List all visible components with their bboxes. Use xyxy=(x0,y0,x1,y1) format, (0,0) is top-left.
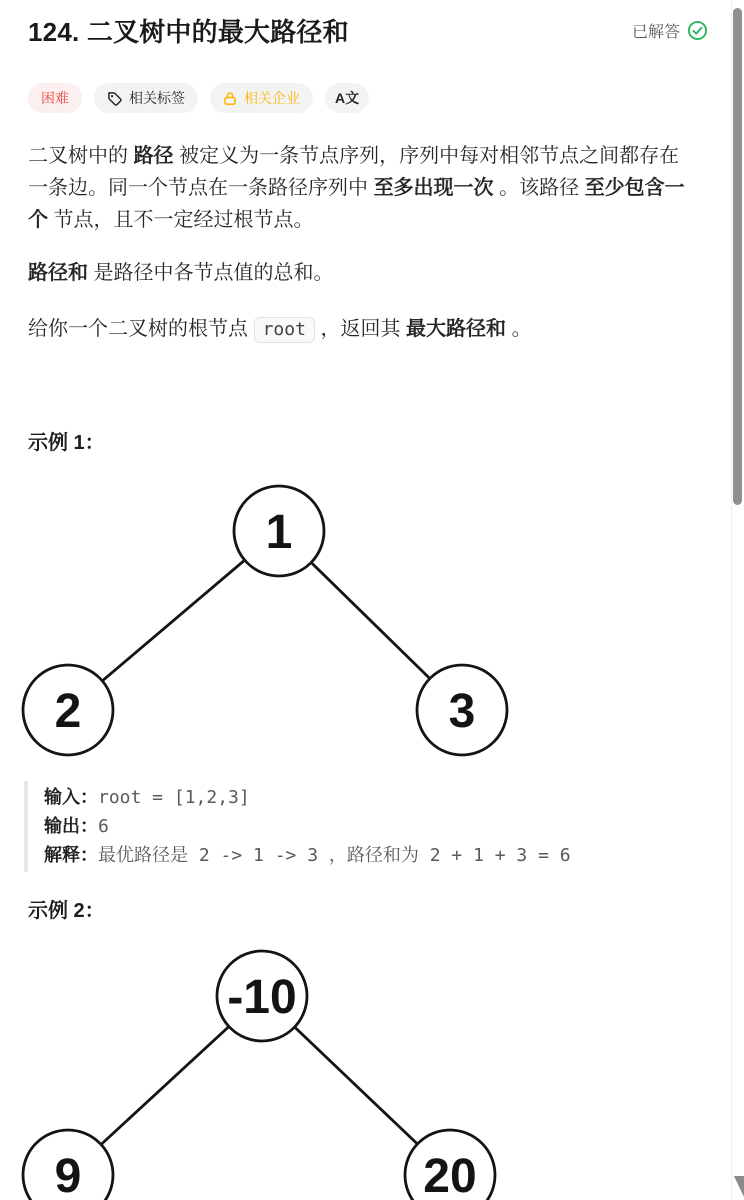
description-paragraph-2: 路径和 是路径中各节点值的总和。 xyxy=(28,262,334,284)
input-value: root = [1,2,3] xyxy=(98,787,250,808)
mouse-cursor xyxy=(734,1176,744,1197)
problem-header xyxy=(28,12,708,49)
solved-status[interactable] xyxy=(632,19,708,42)
example-1-explanation-row xyxy=(44,841,704,870)
translate-icon: A文 xyxy=(335,90,360,106)
scrollbar-thumb[interactable] xyxy=(733,8,742,505)
lock-icon xyxy=(223,91,237,106)
example-1-block xyxy=(24,781,704,872)
related-tags-button[interactable] xyxy=(94,83,198,113)
description-paragraph-1: 二叉树中的 路径 被定义为一条节点序列，序列中每对相邻节点之间都存在一条边。同一个节点在一条路径序列中 至多出现一次 。该路径 至少包含一个 节点，且不一定经过根节点。 xyxy=(28,145,685,231)
example-1-tree-image xyxy=(0,480,540,758)
tree-node-value: 1 xyxy=(265,506,293,559)
difficulty-badge[interactable] xyxy=(28,83,82,113)
output-label: 输出： xyxy=(44,816,98,836)
tree-node-value: -10 xyxy=(227,971,297,1024)
root-code-pill: root xyxy=(254,317,315,343)
related-companies-label: 相关企业 xyxy=(244,90,300,106)
example-1-heading: 示例 1： xyxy=(28,432,105,454)
output-value: 6 xyxy=(98,816,109,837)
description-paragraph-3: 给你一个二叉树的根节点 root ，返回其 最大路径和 。 xyxy=(28,313,688,346)
difficulty-label: 困难 xyxy=(41,90,69,106)
page-title: 124. 二叉树中的最大路径和 xyxy=(28,17,349,47)
badge-row xyxy=(28,83,369,113)
font-size-button[interactable] xyxy=(325,83,369,113)
check-circle-icon xyxy=(687,20,708,41)
tree-node-value: 20 xyxy=(423,1150,477,1200)
explanation-label: 解释： xyxy=(44,845,98,865)
example-1-output-row xyxy=(44,812,704,841)
tree-node-value: 3 xyxy=(448,685,476,738)
panel-divider xyxy=(731,0,732,1200)
tree-node-value: 9 xyxy=(54,1150,82,1200)
tree-node-value: 2 xyxy=(54,685,82,738)
example-2-tree-image xyxy=(0,948,540,1200)
example-1-input-row xyxy=(44,783,704,812)
tag-icon xyxy=(107,91,122,106)
explanation-value: 最优路径是 2 -> 1 -> 3 ，路径和为 2 + 1 + 3 = 6 xyxy=(98,845,571,866)
example-2-heading: 示例 2： xyxy=(28,900,105,922)
related-tags-label: 相关标签 xyxy=(129,90,185,106)
related-companies-button[interactable] xyxy=(210,83,313,113)
input-label: 输入： xyxy=(44,787,98,807)
solved-label: 已解答 xyxy=(631,24,680,41)
